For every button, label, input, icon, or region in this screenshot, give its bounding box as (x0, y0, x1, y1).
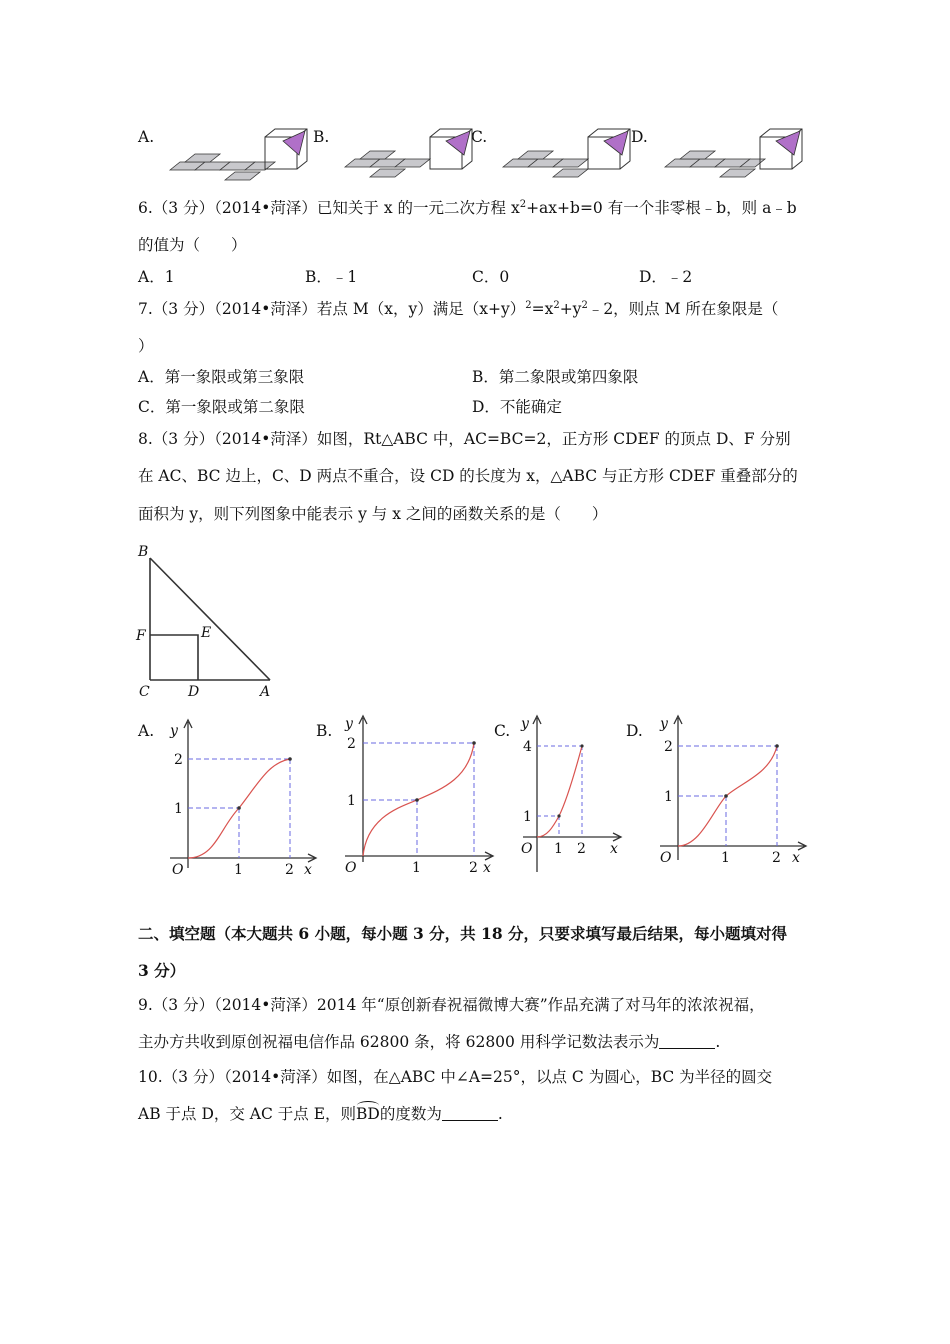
graph-c-xtick-2: 2 (577, 841, 586, 857)
q5-option-a: A. (138, 128, 155, 146)
graph-b-ylabel: y (345, 716, 353, 732)
graph-d-origin: O (660, 850, 672, 866)
q6-stem-line2: 的值为（ ） (138, 236, 247, 254)
q10-stem-line1: 10.（3 分）（2014•菏泽）如图，在△ABC 中∠A=25°，以点 C 为圆心，BC 为半径的圆交 (138, 1068, 773, 1086)
q5-net-figure-c (498, 125, 648, 185)
q9-answer-blank (659, 1034, 715, 1049)
graph-a-xtick-2: 2 (285, 862, 294, 878)
label-a: A (260, 684, 271, 700)
q7-option-c: C．第一象限或第二象限 (138, 398, 305, 416)
q7-option-a: A．第一象限或第三象限 (138, 368, 305, 386)
q7-stem-line2: ） (138, 337, 154, 355)
q7-option-d: D．不能确定 (472, 398, 562, 416)
q7-stem-line1: 7.（3 分）（2014•菏泽）若点 M（x，y）满足$(x+y)^2=x^2+y^2﹣2$，则点 M 所在象限是（ (138, 300, 779, 318)
label-e: E (201, 625, 212, 641)
q8-stem-line3: 面积为 y，则下列图象中能表示 y 与 x 之间的函数关系的是（ ） (138, 505, 608, 523)
q10-stem-line2: AB 于点 D，交 AC 于点 E，则BD的度数为 . (138, 1105, 503, 1123)
graph-b-ytick-1: 1 (347, 793, 356, 809)
q6-option-a: A．1 (138, 268, 175, 286)
q5-net-figure-d (660, 125, 810, 185)
q8-graph-b (335, 712, 495, 877)
q5-option-c: C. (471, 128, 488, 146)
graph-b-origin: O (345, 860, 357, 876)
section2-heading-line1: 二、填空题（本大题共 6 小题，每小题 3 分，共 18 分，只要求填写最后结果，每小题填对得 (138, 924, 788, 943)
q7-option-b: B．第二象限或第四象限 (472, 368, 639, 386)
graph-b-xtick-1: 1 (412, 860, 421, 876)
graph-a-origin: O (172, 862, 184, 878)
q6-stem-line1: 6.（3 分）（2014•菏泽）已知关于 x 的一元二次方程 $x^2+ax+b=0$ 有一个非零根﹣b，则 a﹣b (138, 199, 797, 217)
arc-bd: BD (356, 1105, 380, 1123)
graph-b-xtick-2: 2 (469, 860, 478, 876)
graph-d-ylabel: y (660, 716, 668, 732)
q8-graph-c (515, 712, 625, 872)
q8-stem-line1: 8.（3 分）（2014•菏泽）如图，Rt△ABC 中，AC=BC=2，正方形 CDEF 的顶点 D、F 分别 (138, 430, 791, 448)
q8-graph-a (160, 718, 320, 883)
graph-c-ylabel: y (521, 716, 529, 732)
q8-graph-option-b: B. (316, 722, 333, 740)
graph-d-xtick-1: 1 (721, 850, 730, 866)
q5-net-figure-b (340, 125, 490, 185)
graph-c-ytick-4: 4 (523, 739, 532, 755)
q9-stem-line2: 主办方共收到原创祝福电信作品 62800 条，将 62800 用科学记数法表示为 . (138, 1033, 721, 1051)
q8-graph-d (650, 712, 810, 872)
q8-stem-line2: 在 AC、BC 边上，C、D 两点不重合，设 CD 的长度为 x，△ABC 与正方形 CDEF 重叠部分的 (138, 467, 798, 485)
q8-triangle-figure (130, 540, 290, 705)
q5-option-b: B. (313, 128, 330, 146)
q5-option-d: D. (631, 128, 648, 146)
q10-answer-blank (442, 1106, 498, 1121)
graph-c-origin: O (521, 841, 533, 857)
graph-a-xtick-1: 1 (234, 862, 243, 878)
graph-c-xlabel: x (610, 841, 618, 857)
graph-d-ytick-1: 1 (664, 789, 673, 805)
graph-a-ytick-1: 1 (174, 801, 183, 817)
q6-option-b: B．﹣1 (305, 268, 358, 286)
graph-b-ytick-2: 2 (347, 736, 356, 752)
graph-a-ytick-2: 2 (174, 752, 183, 768)
q8-graph-option-a: A. (138, 722, 155, 740)
q6-option-d: D．﹣2 (639, 268, 693, 286)
label-b: B (138, 544, 149, 560)
section2-heading-line2: 3 分） (138, 961, 186, 980)
graph-b-xlabel: x (483, 860, 491, 876)
label-f: F (136, 628, 146, 644)
q6-option-c: C．0 (472, 268, 510, 286)
q8-graph-option-c: C. (494, 722, 511, 740)
graph-d-xtick-2: 2 (772, 850, 781, 866)
label-c: C (139, 684, 150, 700)
q9-stem-line1: 9.（3 分）（2014•菏泽）2014 年“原创新春祝福微博大赛”作品充满了对马年的浓浓祝福， (138, 996, 765, 1014)
graph-a-ylabel: y (170, 723, 178, 739)
graph-a-xlabel: x (304, 862, 312, 878)
q8-graph-option-d: D. (626, 722, 643, 740)
q5-net-figure-a (165, 125, 315, 185)
graph-d-xlabel: x (792, 850, 800, 866)
label-d: D (188, 684, 200, 700)
graph-c-ytick-1: 1 (523, 809, 532, 825)
graph-d-ytick-2: 2 (664, 739, 673, 755)
graph-c-xtick-1: 1 (554, 841, 563, 857)
